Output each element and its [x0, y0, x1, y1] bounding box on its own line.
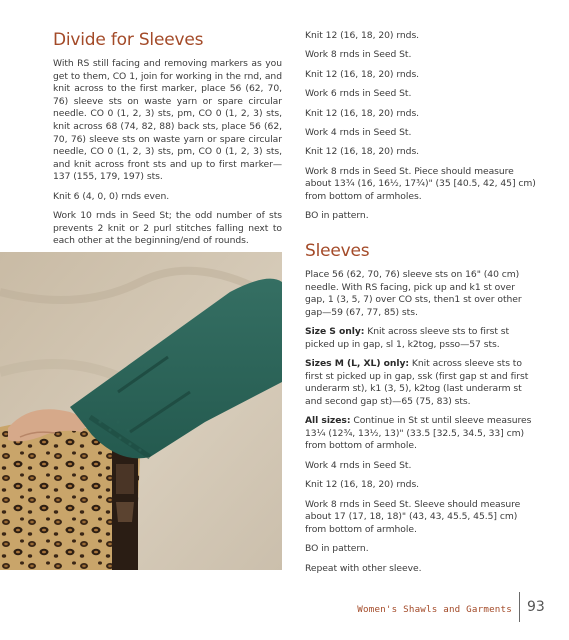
paragraph: Place 56 (62, 70, 76) sleeve sts on 16" (40 cm) needle. With RS facing, pick up and k1 st over gap, 1 (3, 5, 7) over CO sts, then1 st over other gap—59 (67, 77, 85) sts. [305, 268, 522, 318]
paragraph: Work 8 rnds in Seed St. [305, 49, 412, 61]
section-heading-sleeves: Sleeves [305, 240, 370, 261]
running-footer-title: Women's Shawls and Garments [357, 604, 512, 615]
paragraph: BO in pattern. [305, 210, 369, 222]
size-label: All sizes: [305, 415, 351, 427]
paragraph: With RS still facing and removing markers as you get to them, CO 1, join for working in the rnd, and knit across to the first marker, place 56 (62, 70, 76) sleeve sts on waste yarn or spare circular needle. CO 0 (1, 2, 3) sts, pm, CO 0 (1, 2, 3) sts, knit across 68 (74, 82, 88) back sts, place 56 (62, 70, 76) sleeve sts on waste yarn or spare circular needle, CO 0 (1, 2, 3) sts, pm, CO 0 (1, 2, 3) sts, and knit across front sts and up to first marker—137 (155, 179, 197) sts. [53, 58, 282, 183]
paragraph [305, 358, 537, 408]
paragraph: Work 4 rnds in Seed St. [305, 459, 412, 471]
size-label: Size S only: [305, 326, 365, 338]
footer-divider [519, 592, 520, 622]
paragraph: Work 8 rnds in Seed St. Piece should measure about 13¾ (16, 16½, 17¾)" (35 [40.5, 42, 45] cm) from bottom of armholes. [305, 165, 536, 202]
left-column [53, 30, 282, 255]
section-heading-divide-for-sleeves: Divide for Sleeves [53, 30, 204, 50]
paragraph: Work 4 rnds in Seed St. [305, 126, 412, 138]
page-number: 93 [527, 599, 545, 615]
sweater-sleeve-photo [0, 252, 282, 570]
paragraph-text: Knit across sleeve sts to first st picked up in gap, sl 1, k2tog, psso—57 sts. [305, 326, 510, 350]
paragraph-text: Knit across sleeve sts to first st picked up in gap, ssk (first gap st and first underarm st), k1 (3, 5), k2tog (last underarm st and second gap st)—65 (75, 83) sts. [305, 358, 529, 407]
paragraph: Knit 6 (4, 0, 0) rnds even. [53, 190, 170, 202]
paragraph-text: Continue in St st until sleeve measures 13¼ (12¾, 13½, 13)" (33.5 [32.5, 34.5, 33] cm) from bottom of armhole. [305, 415, 532, 452]
paragraph: BO in pattern. [305, 543, 369, 555]
right-column [305, 30, 537, 582]
paragraph: Knit 12 (16, 18, 20) rnds. [305, 107, 420, 119]
paragraph [305, 415, 537, 453]
paragraph: Work 8 rnds in Seed St. Sleeve should measure about 17 (17, 18, 18)" (43, 43, 45.5, 45.5] cm) from bottom of armhole. [305, 498, 521, 535]
paragraph: Work 6 rnds in Seed St. [305, 88, 412, 100]
paragraph: Knit 12 (16, 18, 20) rnds. [305, 30, 420, 41]
paragraph [305, 326, 537, 351]
paragraph: Work 10 rnds in Seed St; the odd number of sts prevents 2 knit or 2 purl stitches falling next to each other at the beginning/end of rounds. [53, 210, 282, 247]
paragraph: Knit 12 (16, 18, 20) rnds. [305, 479, 420, 491]
paragraph: Knit 12 (16, 18, 20) rnds. [305, 146, 420, 158]
paragraph: Knit 12 (16, 18, 20) rnds. [305, 68, 420, 80]
paragraph: Repeat with other sleeve. [305, 562, 422, 574]
size-label: Sizes M (L, XL) only: [305, 358, 410, 370]
